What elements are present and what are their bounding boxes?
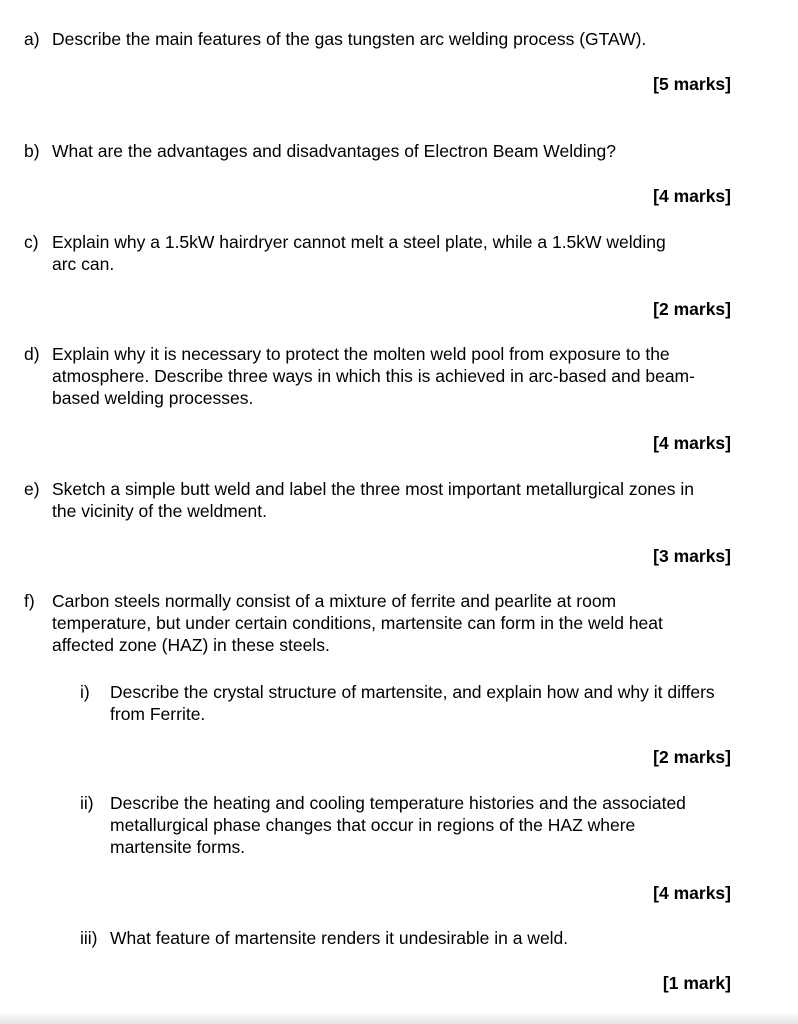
subquestion-text: Describe the heating and cooling temperature histories and the associated metallurgical phase changes that occur in regions of the HAZ where martensite forms. — [110, 793, 686, 857]
question-text: Explain why a 1.5kW hairdryer cannot melt a steel plate, while a 1.5kW welding arc can. — [52, 232, 666, 274]
question-text: Sketch a simple butt weld and label the three most important metallurgical zones in the vicinity of the weldment. — [52, 479, 694, 521]
subquestion-label: iii) — [80, 928, 98, 948]
question-label: a) — [24, 29, 40, 49]
question-label: c) — [24, 232, 39, 252]
marks-c: [2 marks] — [653, 299, 731, 319]
marks-f-i: [2 marks] — [653, 747, 731, 767]
marks-a: [5 marks] — [653, 74, 731, 94]
marks-e: [3 marks] — [653, 546, 731, 566]
question-text: Explain why it is necessary to protect the molten weld pool from exposure to the atmosphere. Describe three ways in which this is achieved in arc-based and beam-based welding processes. — [52, 344, 695, 408]
question-label: e) — [24, 479, 40, 499]
question-text: What are the advantages and disadvantages of Electron Beam Welding? — [52, 141, 616, 161]
subquestion-label: i) — [80, 682, 90, 702]
subquestion-text: Describe the crystal structure of martensite, and explain how and why it differs from Ferrite. — [110, 682, 715, 724]
question-label: b) — [24, 141, 40, 161]
question-label: d) — [24, 344, 40, 364]
marks-f-iii: [1 mark] — [662, 973, 731, 993]
marks-f-ii: [4 marks] — [653, 883, 731, 903]
marks-b: [4 marks] — [653, 186, 731, 206]
subquestion-text: What feature of martensite renders it undesirable in a weld. — [110, 928, 569, 948]
marks-d: [4 marks] — [653, 433, 731, 453]
subquestion-label: ii) — [80, 793, 94, 813]
question-text: Describe the main features of the gas tungsten arc welding process (GTAW). — [52, 29, 647, 49]
question-label: f) — [24, 591, 35, 611]
page-bottom-shade — [0, 1012, 798, 1024]
question-text: Carbon steels normally consist of a mixture of ferrite and pearlite at room temperature, but under certain conditions, martensite can form in the weld heat affected zone (HAZ) in these steels. — [52, 591, 663, 655]
